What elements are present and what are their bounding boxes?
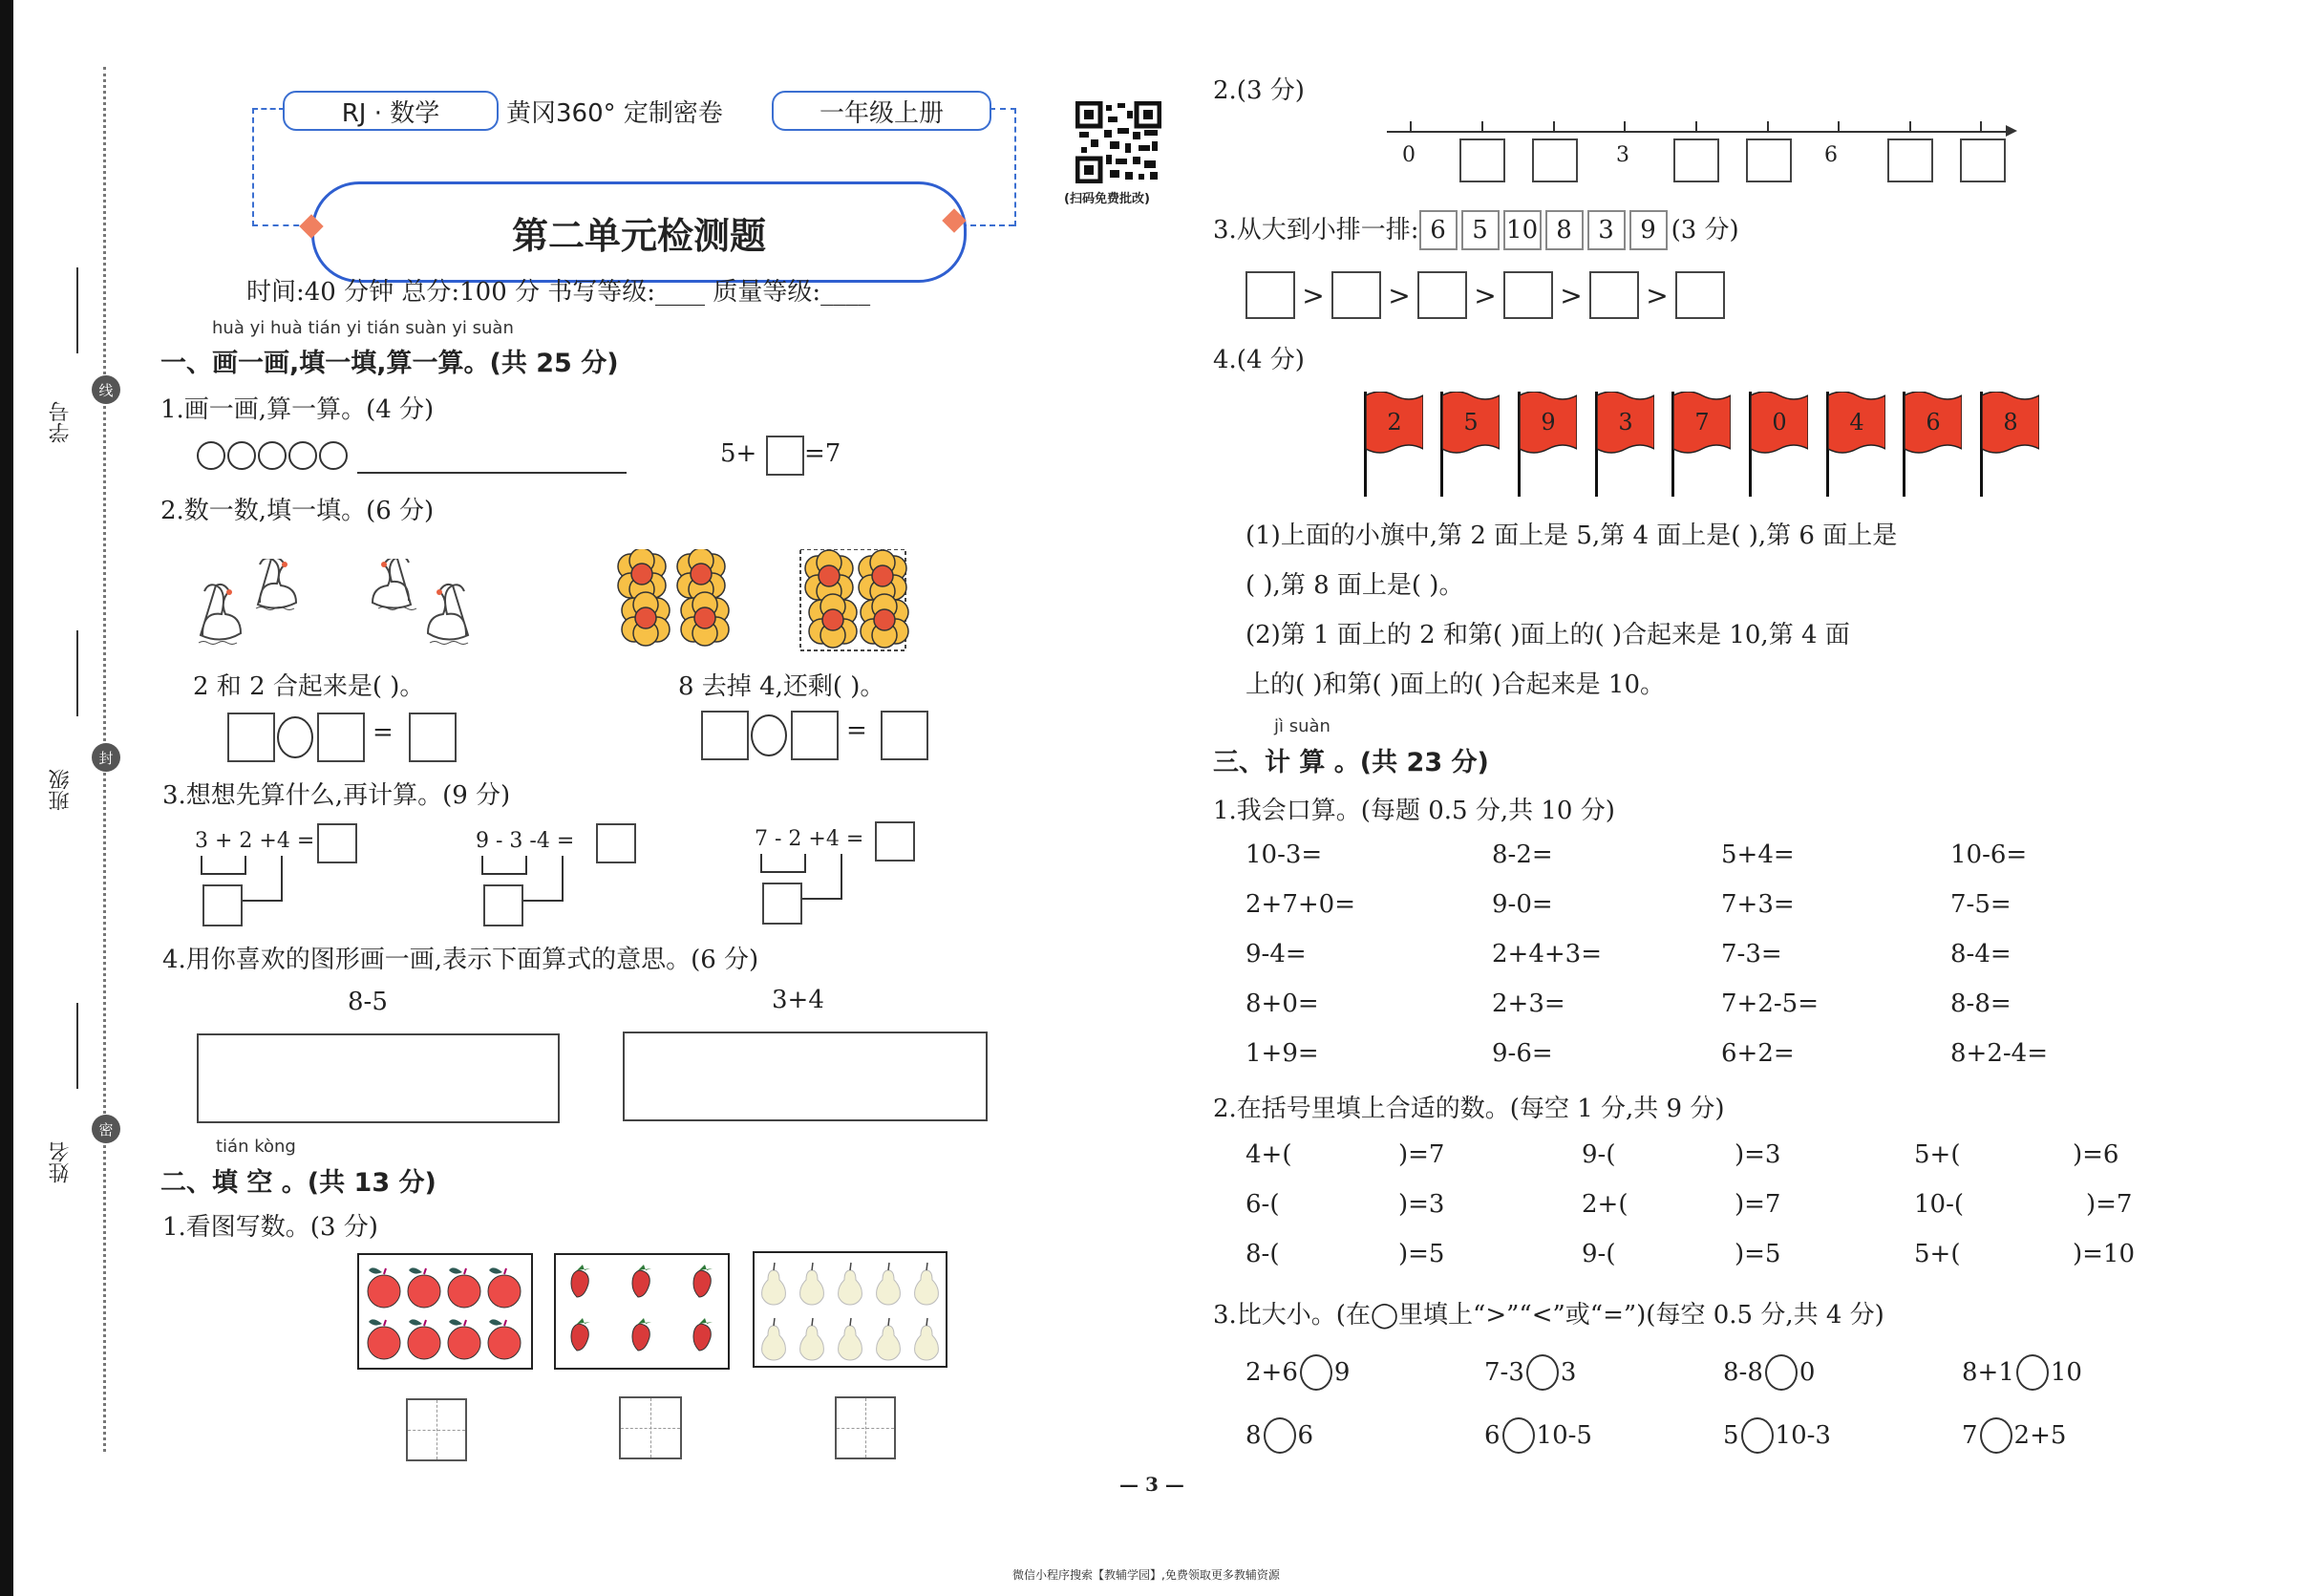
order-number: 10 — [1503, 210, 1542, 250]
pears-picture — [753, 1251, 947, 1368]
seal-secret-icon: 密 — [92, 1115, 120, 1143]
s1-q3-result-box-3[interactable] — [875, 821, 915, 862]
greater-than-sign: > — [1646, 279, 1669, 311]
compare-circle[interactable] — [1741, 1417, 1774, 1454]
compare-item — [1484, 1417, 1592, 1454]
fill-right: )=7 — [1735, 1190, 1781, 1219]
fill-right: )=10 — [2073, 1240, 2136, 1268]
section2-pinyin: tián kòng — [216, 1137, 296, 1157]
s1-q1-drawing-line[interactable] — [357, 472, 627, 474]
subject-pill: RJ · 数学 — [283, 91, 499, 131]
s1-q3-connector-2 — [523, 856, 564, 902]
compare-right: 3 — [1560, 1358, 1577, 1387]
fill-right: )=7 — [2086, 1190, 2133, 1219]
fill-left: 5+( — [1914, 1240, 1961, 1268]
compare-item — [1962, 1417, 2066, 1454]
compare-circle[interactable] — [1264, 1417, 1296, 1454]
s1-q3-connector-1 — [243, 856, 283, 902]
compare-item — [1484, 1354, 1576, 1391]
header-connector-left — [252, 108, 285, 226]
compare-item — [1245, 1354, 1350, 1391]
compare-item — [1962, 1354, 2082, 1391]
strawberries-picture — [554, 1253, 730, 1370]
compare-left: 8-8 — [1723, 1358, 1763, 1387]
flag-number: 2 — [1387, 409, 1402, 436]
s1-q2-left-box1[interactable] — [227, 713, 275, 762]
fill-right: )=5 — [1398, 1240, 1445, 1268]
mental-calc: 8-2= — [1492, 841, 1553, 869]
mental-calc: 7-3= — [1721, 940, 1782, 968]
student-id-label: 学号 — [49, 401, 73, 443]
compare-right: 10 — [2050, 1358, 2082, 1387]
mental-calc: 10-3= — [1245, 841, 1323, 869]
circle-icon — [197, 441, 225, 470]
s1-q3-step-box-2[interactable] — [483, 884, 523, 926]
compare-circle[interactable] — [1502, 1417, 1535, 1454]
s1-q3-result-box-2[interactable] — [596, 823, 636, 863]
flag-number: 8 — [2003, 409, 2018, 436]
number-line-box-8[interactable] — [1960, 138, 2006, 182]
number-line-label-3: 3 — [1616, 143, 1629, 167]
s1-q3-bracket-1 — [201, 856, 246, 875]
compare-left: 8 — [1245, 1421, 1262, 1450]
tick — [1767, 121, 1769, 131]
flag-number: 3 — [1618, 409, 1633, 436]
compare-left: 7 — [1962, 1421, 1978, 1450]
tick — [1695, 121, 1697, 131]
fill-left: 9-( — [1582, 1140, 1616, 1169]
order-answer-box[interactable] — [1589, 271, 1639, 319]
order-answer-box[interactable] — [1675, 271, 1725, 319]
mental-calc: 5+4= — [1721, 841, 1795, 869]
section1-heading: 一、画一画,填一填,算一算。(共 25 分) — [160, 349, 619, 378]
mental-calc: 10-6= — [1950, 841, 2028, 869]
number-line-axis — [1387, 131, 2010, 133]
number-line-box-2[interactable] — [1532, 138, 1578, 182]
s1-q4-drawing-area-1[interactable] — [197, 1033, 560, 1123]
s1-q4-expr-2: 3+4 — [772, 986, 824, 1014]
s3-q2-label: 2.在括号里填上合适的数。(每空 1 分,共 9 分) — [1213, 1095, 1725, 1123]
order-number: 9 — [1629, 210, 1668, 250]
tick — [1481, 121, 1483, 131]
s1-q2-label: 2.数一数,填一填。(6 分) — [160, 497, 435, 525]
header-connector-right-bottom — [961, 224, 1014, 226]
circle-icon — [258, 441, 287, 470]
flag-number: 4 — [1849, 409, 1864, 436]
s1-q2-right-result-box[interactable] — [881, 711, 928, 760]
fill-left: 8-( — [1245, 1240, 1280, 1268]
equals-sign: = — [373, 718, 394, 747]
seal-line-icon: 线 — [92, 375, 120, 404]
s2-q4-label: 4.(4 分) — [1213, 346, 1305, 374]
mental-calc: 8-4= — [1950, 940, 2012, 968]
mental-calc: 2+4+3= — [1492, 940, 1602, 968]
order-number: 3 — [1587, 210, 1626, 250]
mental-calc: 8+2-4= — [1950, 1039, 2048, 1068]
s1-q3-connector-3 — [802, 854, 842, 900]
section3-pinyin: jì suàn — [1274, 716, 1330, 736]
tick — [1410, 121, 1412, 131]
flag-number: 5 — [1463, 409, 1479, 436]
s2-q1-answer-grid-1[interactable] — [406, 1398, 467, 1461]
fill-left: 4+( — [1245, 1140, 1292, 1169]
s1-q3-bracket-3 — [760, 854, 806, 873]
s2-q3-suffix: (3 分) — [1671, 216, 1739, 245]
mental-calc: 8-8= — [1950, 990, 2012, 1018]
compare-right: 9 — [1333, 1358, 1351, 1387]
exam-info-line: 时间:40 分钟 总分:100 分 书写等级:____ 质量等级:____ — [246, 278, 871, 307]
greater-than-sign: > — [1302, 279, 1325, 311]
circle-icon — [319, 441, 348, 470]
order-answer-box[interactable] — [1245, 271, 1295, 319]
apple-icons — [359, 1255, 531, 1368]
s1-q2-left-caption: 2 和 2 合起来是( )。 — [193, 672, 425, 701]
section1-pinyin: huà yi huà tián yi tián suàn yi suàn — [212, 318, 514, 338]
fill-left: 5+( — [1914, 1140, 1961, 1169]
s1-q4-expr-1: 8-5 — [348, 988, 388, 1016]
order-answer-row — [1245, 271, 1725, 319]
circle-icon — [288, 441, 317, 470]
number-line-box-1[interactable] — [1459, 138, 1505, 182]
s1-q2-left-box2[interactable] — [317, 713, 365, 762]
mental-calc: 7+2-5= — [1721, 990, 1819, 1018]
compare-circle[interactable] — [1300, 1354, 1332, 1391]
fill-right: )=3 — [1735, 1140, 1781, 1169]
compare-right: 10-3 — [1775, 1421, 1831, 1450]
seal-seal-icon: 封 — [92, 743, 120, 772]
mental-calc: 9-6= — [1492, 1039, 1553, 1068]
class-blank[interactable] — [76, 630, 78, 716]
s1-q2-left-operator-circle[interactable] — [277, 716, 313, 758]
number-line-label-6: 6 — [1824, 143, 1838, 167]
s1-q3-expr-3: 7 - 2 +4 = — [755, 827, 864, 851]
mental-calc: 9-4= — [1245, 940, 1307, 968]
mental-calc: 6+2= — [1721, 1039, 1795, 1068]
compare-right: 10-5 — [1536, 1421, 1592, 1450]
tick — [1838, 121, 1840, 131]
mental-calc: 7+3= — [1721, 890, 1795, 919]
fill-right: )=3 — [1398, 1190, 1445, 1219]
order-number: 8 — [1545, 210, 1584, 250]
tick — [1624, 121, 1626, 131]
s1-q3-bracket-2 — [481, 856, 527, 875]
s2-q3-prefix: 3.从大到小排一排: — [1213, 216, 1419, 245]
compare-right: 2+5 — [2013, 1421, 2067, 1450]
promo-footer: 微信小程序搜索【教辅学园】,免费领取更多教辅资源 — [1012, 1568, 1280, 1582]
s1-q1-answer-box[interactable] — [766, 436, 804, 476]
qr-code-icon[interactable] — [1075, 101, 1161, 183]
mental-calc: 2+3= — [1492, 990, 1565, 1018]
fill-right: )=6 — [2073, 1140, 2119, 1169]
number-line-box-4[interactable] — [1673, 138, 1719, 182]
s3-q1-label: 1.我会口算。(每题 0.5 分,共 10 分) — [1213, 797, 1615, 825]
s2-q4-sub1-line2: ( ),第 8 面上是( )。 — [1245, 571, 1464, 600]
compare-item — [1245, 1417, 1313, 1454]
s1-q3-result-box-1[interactable] — [317, 823, 357, 863]
class-label: 班级 — [49, 769, 73, 811]
grade-pill: 一年级上册 — [772, 91, 991, 131]
order-number: 5 — [1461, 210, 1500, 250]
fill-left: 2+( — [1582, 1190, 1628, 1219]
number-line-box-7[interactable] — [1887, 138, 1933, 182]
page-title: 第二单元检测题 — [311, 181, 967, 283]
s2-q4-sub2-line2: 上的( )和第( )面上的( )合起来是 10。 — [1245, 670, 1666, 699]
header-connector-right — [990, 108, 1016, 226]
compare-left: 7-3 — [1484, 1358, 1524, 1387]
order-answer-box[interactable] — [1417, 271, 1467, 319]
s1-q2-right-caption: 8 去掉 4,还剩( )。 — [678, 672, 885, 701]
scan-edge — [0, 0, 13, 1596]
order-number: 6 — [1419, 210, 1458, 250]
page-number: — 3 — — [1119, 1473, 1184, 1496]
s1-q4-label: 4.用你喜欢的图形画一画,表示下面算式的意思。(6 分) — [162, 946, 759, 974]
mental-calc: 8+0= — [1245, 990, 1319, 1018]
s2-q1-answer-grid-3[interactable] — [835, 1396, 896, 1459]
order-answer-box[interactable] — [1331, 271, 1381, 319]
fill-left: 10-( — [1914, 1190, 1965, 1219]
s1-q3-step-box-1[interactable] — [202, 884, 243, 926]
section3-heading: 三、计 算 。(共 23 分) — [1213, 748, 1489, 777]
flag-number: 0 — [1772, 409, 1787, 436]
fill-left: 9-( — [1582, 1240, 1616, 1268]
equals-sign: = — [846, 716, 867, 745]
fill-right: )=7 — [1398, 1140, 1445, 1169]
s1-q2-right-box1[interactable] — [701, 711, 749, 760]
compare-right: 0 — [1799, 1358, 1816, 1387]
greater-than-sign: > — [1388, 279, 1411, 311]
s1-q3-step-box-3[interactable] — [762, 883, 802, 925]
s1-q1-eq-left: 5+ — [720, 439, 757, 468]
greater-than-sign: > — [1474, 279, 1497, 311]
mental-calc: 2+7+0= — [1245, 890, 1355, 919]
arrow-right-icon — [2006, 125, 2017, 137]
strawberry-icons — [556, 1255, 728, 1368]
flag-number: 9 — [1541, 409, 1556, 436]
s1-q3-label: 3.想想先算什么,再计算。(9 分) — [162, 781, 511, 810]
s1-q3-expr-1: 3 + 2 +4 = — [195, 829, 315, 853]
tick — [1980, 121, 1982, 131]
s2-q1-label: 1.看图写数。(3 分) — [162, 1213, 378, 1242]
name-label: 姓名 — [49, 1141, 73, 1183]
s1-q2-left-result-box[interactable] — [409, 713, 457, 762]
compare-circle[interactable] — [1980, 1417, 2012, 1454]
compare-item — [1723, 1354, 1815, 1391]
mental-calc: 1+9= — [1245, 1039, 1319, 1068]
fill-left: 6-( — [1245, 1190, 1280, 1219]
order-answer-box[interactable] — [1503, 271, 1553, 319]
s3-q3-label: 3.比大小。(在◯里填上“>”“<”或“=”)(每空 0.5 分,共 4 分) — [1213, 1301, 1884, 1330]
compare-right: 6 — [1297, 1421, 1314, 1450]
tick — [1909, 121, 1911, 131]
compare-left: 2+6 — [1245, 1358, 1298, 1387]
number-line-box-5[interactable] — [1746, 138, 1792, 182]
name-blank[interactable] — [76, 1003, 78, 1089]
s1-q1-eq-right: =7 — [804, 439, 841, 468]
mental-calc: 9-0= — [1492, 890, 1553, 919]
compare-circle[interactable] — [1526, 1354, 1559, 1391]
number-line-label-0: 0 — [1402, 143, 1416, 167]
circle-icon — [227, 441, 256, 470]
flags-row — [1364, 392, 2052, 499]
s2-q2-label: 2.(3 分) — [1213, 76, 1305, 105]
fill-right: )=5 — [1735, 1240, 1781, 1268]
s2-q3-label — [1213, 210, 1739, 250]
flag-number: 7 — [1694, 409, 1710, 436]
s1-q2-right-operator-circle[interactable] — [751, 714, 787, 756]
compare-circle[interactable] — [2016, 1354, 2049, 1391]
pear-icons — [755, 1253, 946, 1366]
s1-q2-right-box2[interactable] — [791, 711, 839, 760]
compare-left: 5 — [1723, 1421, 1739, 1450]
section2-heading: 二、填 空 。(共 13 分) — [160, 1168, 436, 1198]
compare-left: 6 — [1484, 1421, 1501, 1450]
s2-q4-sub1-line1: (1)上面的小旗中,第 2 面上是 5,第 4 面上是( ),第 6 面上是 — [1245, 521, 1898, 550]
s1-q4-drawing-area-2[interactable] — [623, 1032, 988, 1121]
tick — [1553, 121, 1555, 131]
s1-q3-expr-2: 9 - 3 -4 = — [476, 829, 575, 853]
mental-calc: 7-5= — [1950, 890, 2012, 919]
qr-caption: (扫码免费批改) — [1064, 192, 1150, 206]
s2-q4-sub2-line1: (2)第 1 面上的 2 和第( )面上的( )合起来是 10,第 4 面 — [1245, 621, 1850, 649]
apples-picture — [357, 1253, 533, 1370]
student-id-blank[interactable] — [76, 267, 78, 353]
compare-left: 8+1 — [1962, 1358, 2014, 1387]
compare-circle[interactable] — [1765, 1354, 1798, 1391]
s2-q1-answer-grid-2[interactable] — [619, 1396, 682, 1459]
brand-text: 黄冈360° 定制密卷 — [506, 99, 723, 128]
swans-illustration-icon — [191, 559, 478, 654]
compare-item — [1723, 1417, 1831, 1454]
flag-number: 6 — [1926, 409, 1941, 436]
s1-q1-label: 1.画一画,算一算。(4 分) — [160, 395, 435, 424]
flowers-illustration-icon — [613, 549, 938, 654]
greater-than-sign: > — [1560, 279, 1583, 311]
